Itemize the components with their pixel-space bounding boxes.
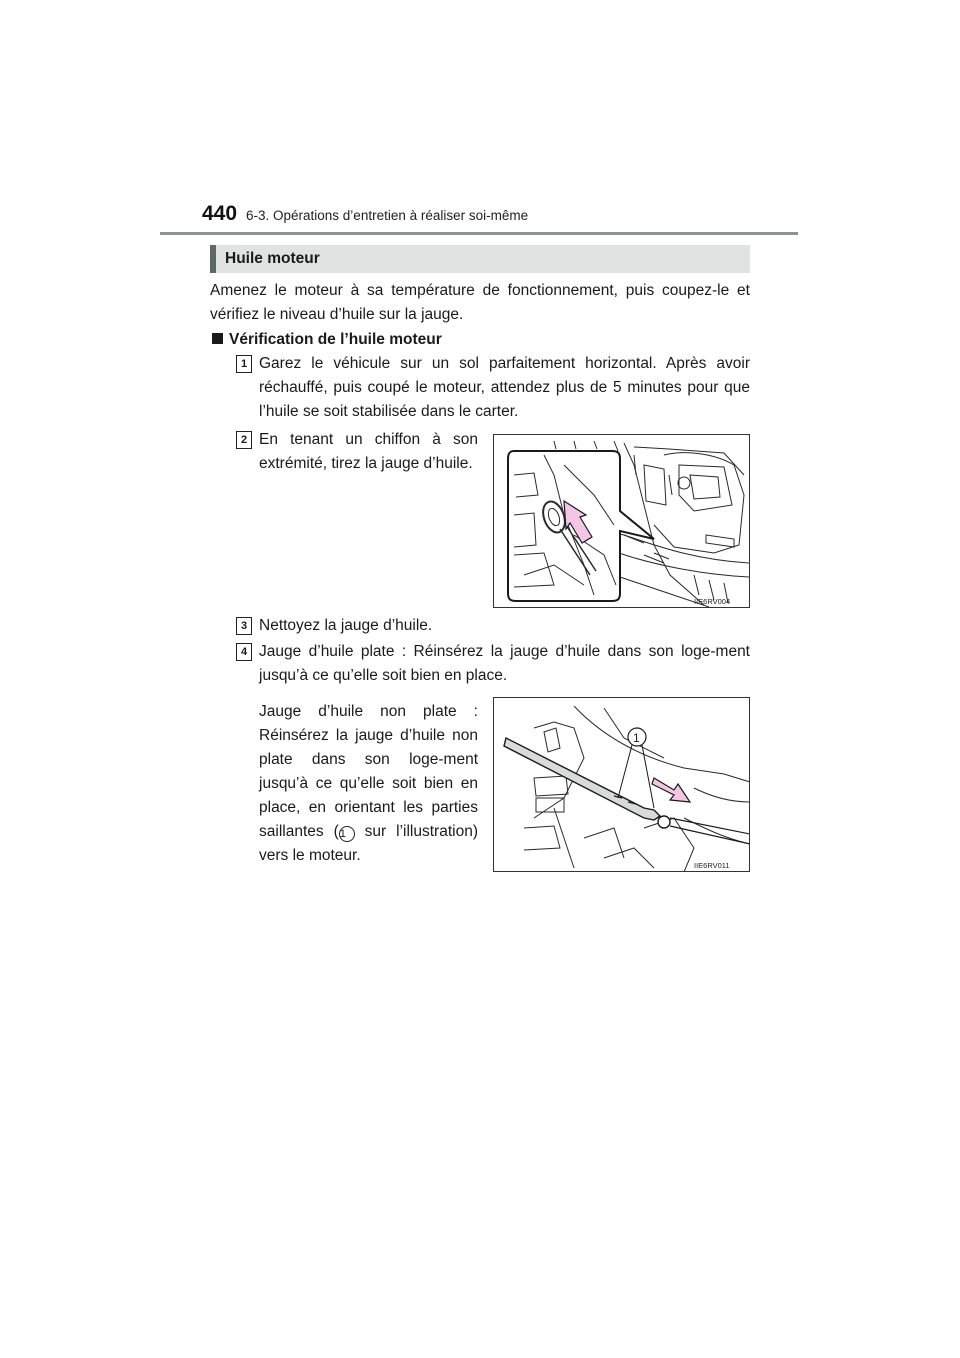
subheading-label: Vérification de l’huile moteur — [229, 331, 442, 348]
dipstick-insert-illustration — [494, 698, 750, 872]
figure-dipstick-pull — [493, 434, 750, 608]
step-number-3: 3 — [236, 617, 252, 635]
dipstick-pull-illustration — [494, 435, 750, 608]
figure-dipstick-insert — [493, 697, 750, 872]
square-bullet-icon — [212, 333, 223, 344]
step-number-4: 4 — [236, 643, 252, 661]
figure-code: IIE6RV004 — [694, 597, 731, 606]
callout-1-badge: 1 — [339, 826, 355, 842]
page-number: 440 — [202, 202, 238, 225]
step-number-2: 2 — [236, 431, 252, 449]
step-2-text: En tenant un chiffon à son extrémité, tirez la jauge d’huile. — [259, 431, 478, 472]
note-text-before: Jauge d’huile non plate : Réinsérez la jauge d’huile non plate dans son loge-ment jusqu’à ce qu’elle soit bien en place, en orientant les parties saillantes ( — [259, 703, 478, 840]
section-title: Huile moteur — [225, 250, 320, 267]
subheading — [212, 328, 442, 352]
step-1-text: Garez le véhicule sur un sol parfaitement horizontal. Après avoir réchauffé, puis coupé le moteur, attendez plus de 5 minutes pour que l’huile se soit stabilisée dans le carter. — [259, 355, 750, 420]
step-number-1: 1 — [236, 355, 252, 373]
step-4-text: Jauge d’huile plate : Réinsérez la jauge d’huile dans son loge-ment jusqu’à ce qu’elle soit bien en place. — [259, 643, 750, 684]
figure-callout-number: 1 — [633, 731, 640, 745]
intro-paragraph: Amenez le moteur à sa température de fonctionnement, puis coupez-le et vérifiez le niveau d’huile sur la jauge. — [210, 282, 750, 323]
header-rule — [160, 232, 798, 235]
note-paragraph — [259, 700, 478, 868]
chapter-title: 6-3. Opérations d’entretien à réaliser soi-même — [246, 208, 529, 223]
note-text-after: sur l’illustration) vers le moteur. — [259, 823, 478, 864]
step-3-text: Nettoyez la jauge d’huile. — [259, 617, 433, 634]
figure-code: IIE6RV011 — [694, 861, 730, 870]
section-title-bar — [210, 245, 750, 273]
